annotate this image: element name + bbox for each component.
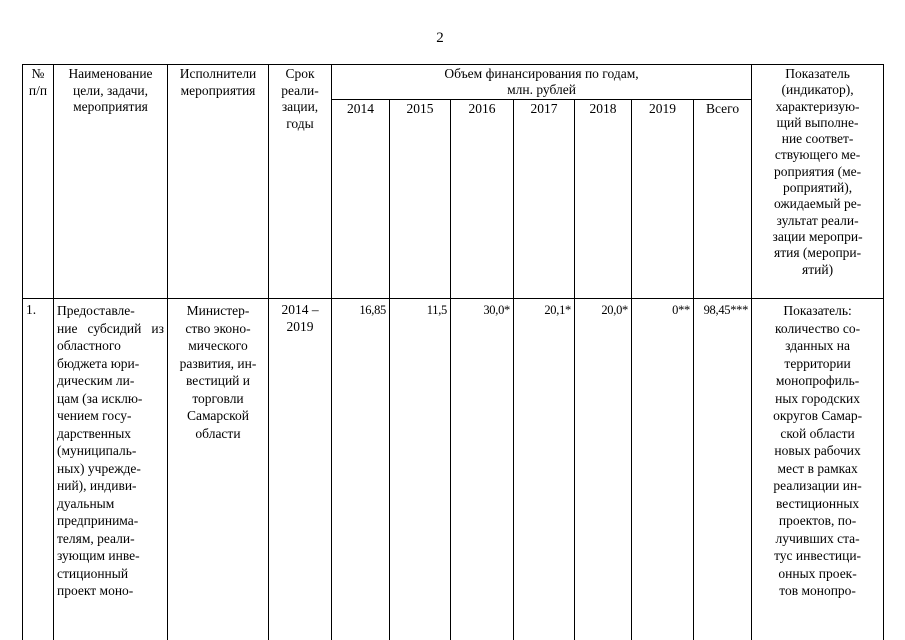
row-indicator: Показатель: количество со- зданных на территории монопрофиль- ных городских округов Самар- ской области новых рабочих мест в рамках реализации ин- вестиционных проектов, по- лучивших ста- тус инвестици- онных проек- тов монопро- [752, 299, 884, 640]
header-name: Наименование цели, задачи, мероприятия [54, 65, 168, 299]
header-year-2018: 2018 [575, 100, 632, 299]
header-year-2016: 2016 [451, 100, 514, 299]
header-total: Всего [694, 100, 752, 299]
page-number: 2 [436, 30, 444, 46]
row-name: Предоставле- ние субсидий из областного бюджета юри- дическим ли- цам (за исклю- чением госу- дарственных (муниципаль- ных) учрежде- ний), индиви- дуальным предпринима- телям, реали- зующим инве- стиционный проект моно- [54, 299, 168, 640]
header-year-2017: 2017 [514, 100, 575, 299]
row-executors: Министер- ство эконо- мического развития, ин- вестиций и торговли Самарской области [168, 299, 269, 640]
row-term: 2014 – 2019 [269, 299, 332, 640]
row-num: 1. [23, 299, 54, 640]
header-num: № п/п [23, 65, 54, 299]
value-2014: 16,85 [332, 299, 390, 640]
header-year-2014: 2014 [332, 100, 390, 299]
header-year-2015: 2015 [390, 100, 451, 299]
header-year-2019: 2019 [632, 100, 694, 299]
value-2019: 0** [632, 299, 694, 640]
value-2016: 30,0* [451, 299, 514, 640]
value-total: 98,45*** [694, 299, 752, 640]
header-funding-group: Объем финансирования по годам, млн. рублей [332, 65, 752, 100]
value-2018: 20,0* [575, 299, 632, 640]
header-executors: Исполнители мероприятия [168, 65, 269, 299]
header-term: Срок реали- зации, годы [269, 65, 332, 299]
value-2015: 11,5 [390, 299, 451, 640]
header-indicator: Показатель (индикатор), характеризую- щий выполне- ние соответ- ствующего ме- роприятия (ме- роприятий), ожидаемый ре- зультат реали- зации меропри- ятия (меропри- ятий) [752, 65, 884, 299]
value-2017: 20,1* [514, 299, 575, 640]
table-row [23, 299, 884, 640]
funding-table [22, 64, 884, 640]
